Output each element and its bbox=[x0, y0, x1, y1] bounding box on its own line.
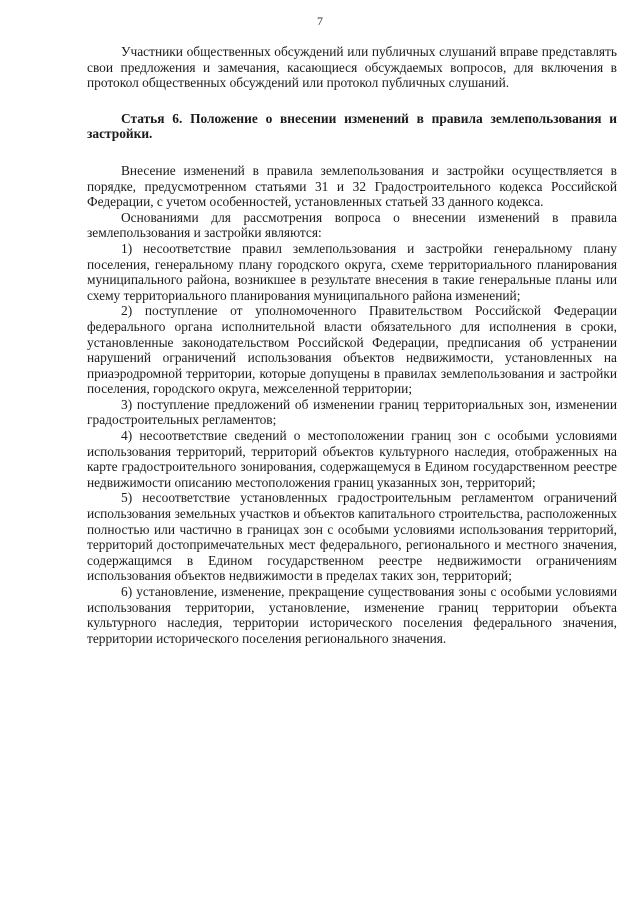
document-body bbox=[87, 44, 617, 646]
list-item: 3) поступление предложений об изменении границ территориальных зон, изменении градостроительных регламентов; bbox=[87, 396, 617, 428]
article-heading: Статья 6. Положение о внесении изменений в правила землепользования и застройки. bbox=[87, 110, 617, 142]
list-item: 4) несоответствие сведений о местоположении границ зон с особыми условиями использования территорий, территорий объектов культурного наследия, отображенных на карте градостроительного зонирования, содержащемуся в Едином государственном реестре недвижимости описанию местоположения границ указанных зон, территорий; bbox=[87, 428, 617, 490]
page-number: 7 bbox=[317, 14, 323, 28]
paragraph: Основаниями для рассмотрения вопроса о внесении изменений в правила землепользования и застройки являются: bbox=[87, 209, 617, 241]
list-item: 6) установление, изменение, прекращение существования зоны с особыми условиями использования территории, установление, изменение границ территории объекта культурного наследия, территории исторического поселения федерального значения, территории исторического поселения регионального значения. bbox=[87, 584, 617, 646]
intro-paragraph: Участники общественных обсуждений или публичных слушаний вправе представлять свои предложения и замечания, касающиеся обсуждаемых вопросов, для включения в протокол общественных обсуждений или протокол публичных слушаний. bbox=[87, 44, 617, 91]
paragraph: Внесение изменений в правила землепользования и застройки осуществляется в порядке, предусмотренном статьями 31 и 32 Градостроительного кодекса Российской Федерации, с учетом особенностей, установленных статьей 33 данного кодекса. bbox=[87, 162, 617, 210]
list-item: 1) несоответствие правил землепользования и застройки генеральному плану поселения, генеральному плану городского округа, схеме территориального планирования муниципального района, возникшее в результате внесения в такие генеральные планы или схему территориального планирования муниципального района изменений; bbox=[87, 240, 617, 303]
list-item: 5) несоответствие установленных градостроительным регламентом ограничений использования земельных участков и объектов капитального строительства, расположенных полностью или частично в границах зон с особыми условиями использования территорий, территорий достопримечательных мест федерального, регионального и местного значения, содержащимся в Едином государственном реестре недвижимости ограничениям использования объектов недвижимости в пределах таких зон, территорий; bbox=[87, 490, 617, 584]
list-item: 2) поступление от уполномоченного Правительством Российской Федерации федерального органа исполнительной власти обязательного для исполнения в сроки, установленные законодательством Российской Федерации, предписания об устранении нарушений ограничений использования объектов недвижимости, установленных на приаэродромной территории, которые допущены в правилах землепользования и застройки поселения, городского округа, межселенной территории; bbox=[87, 303, 617, 397]
